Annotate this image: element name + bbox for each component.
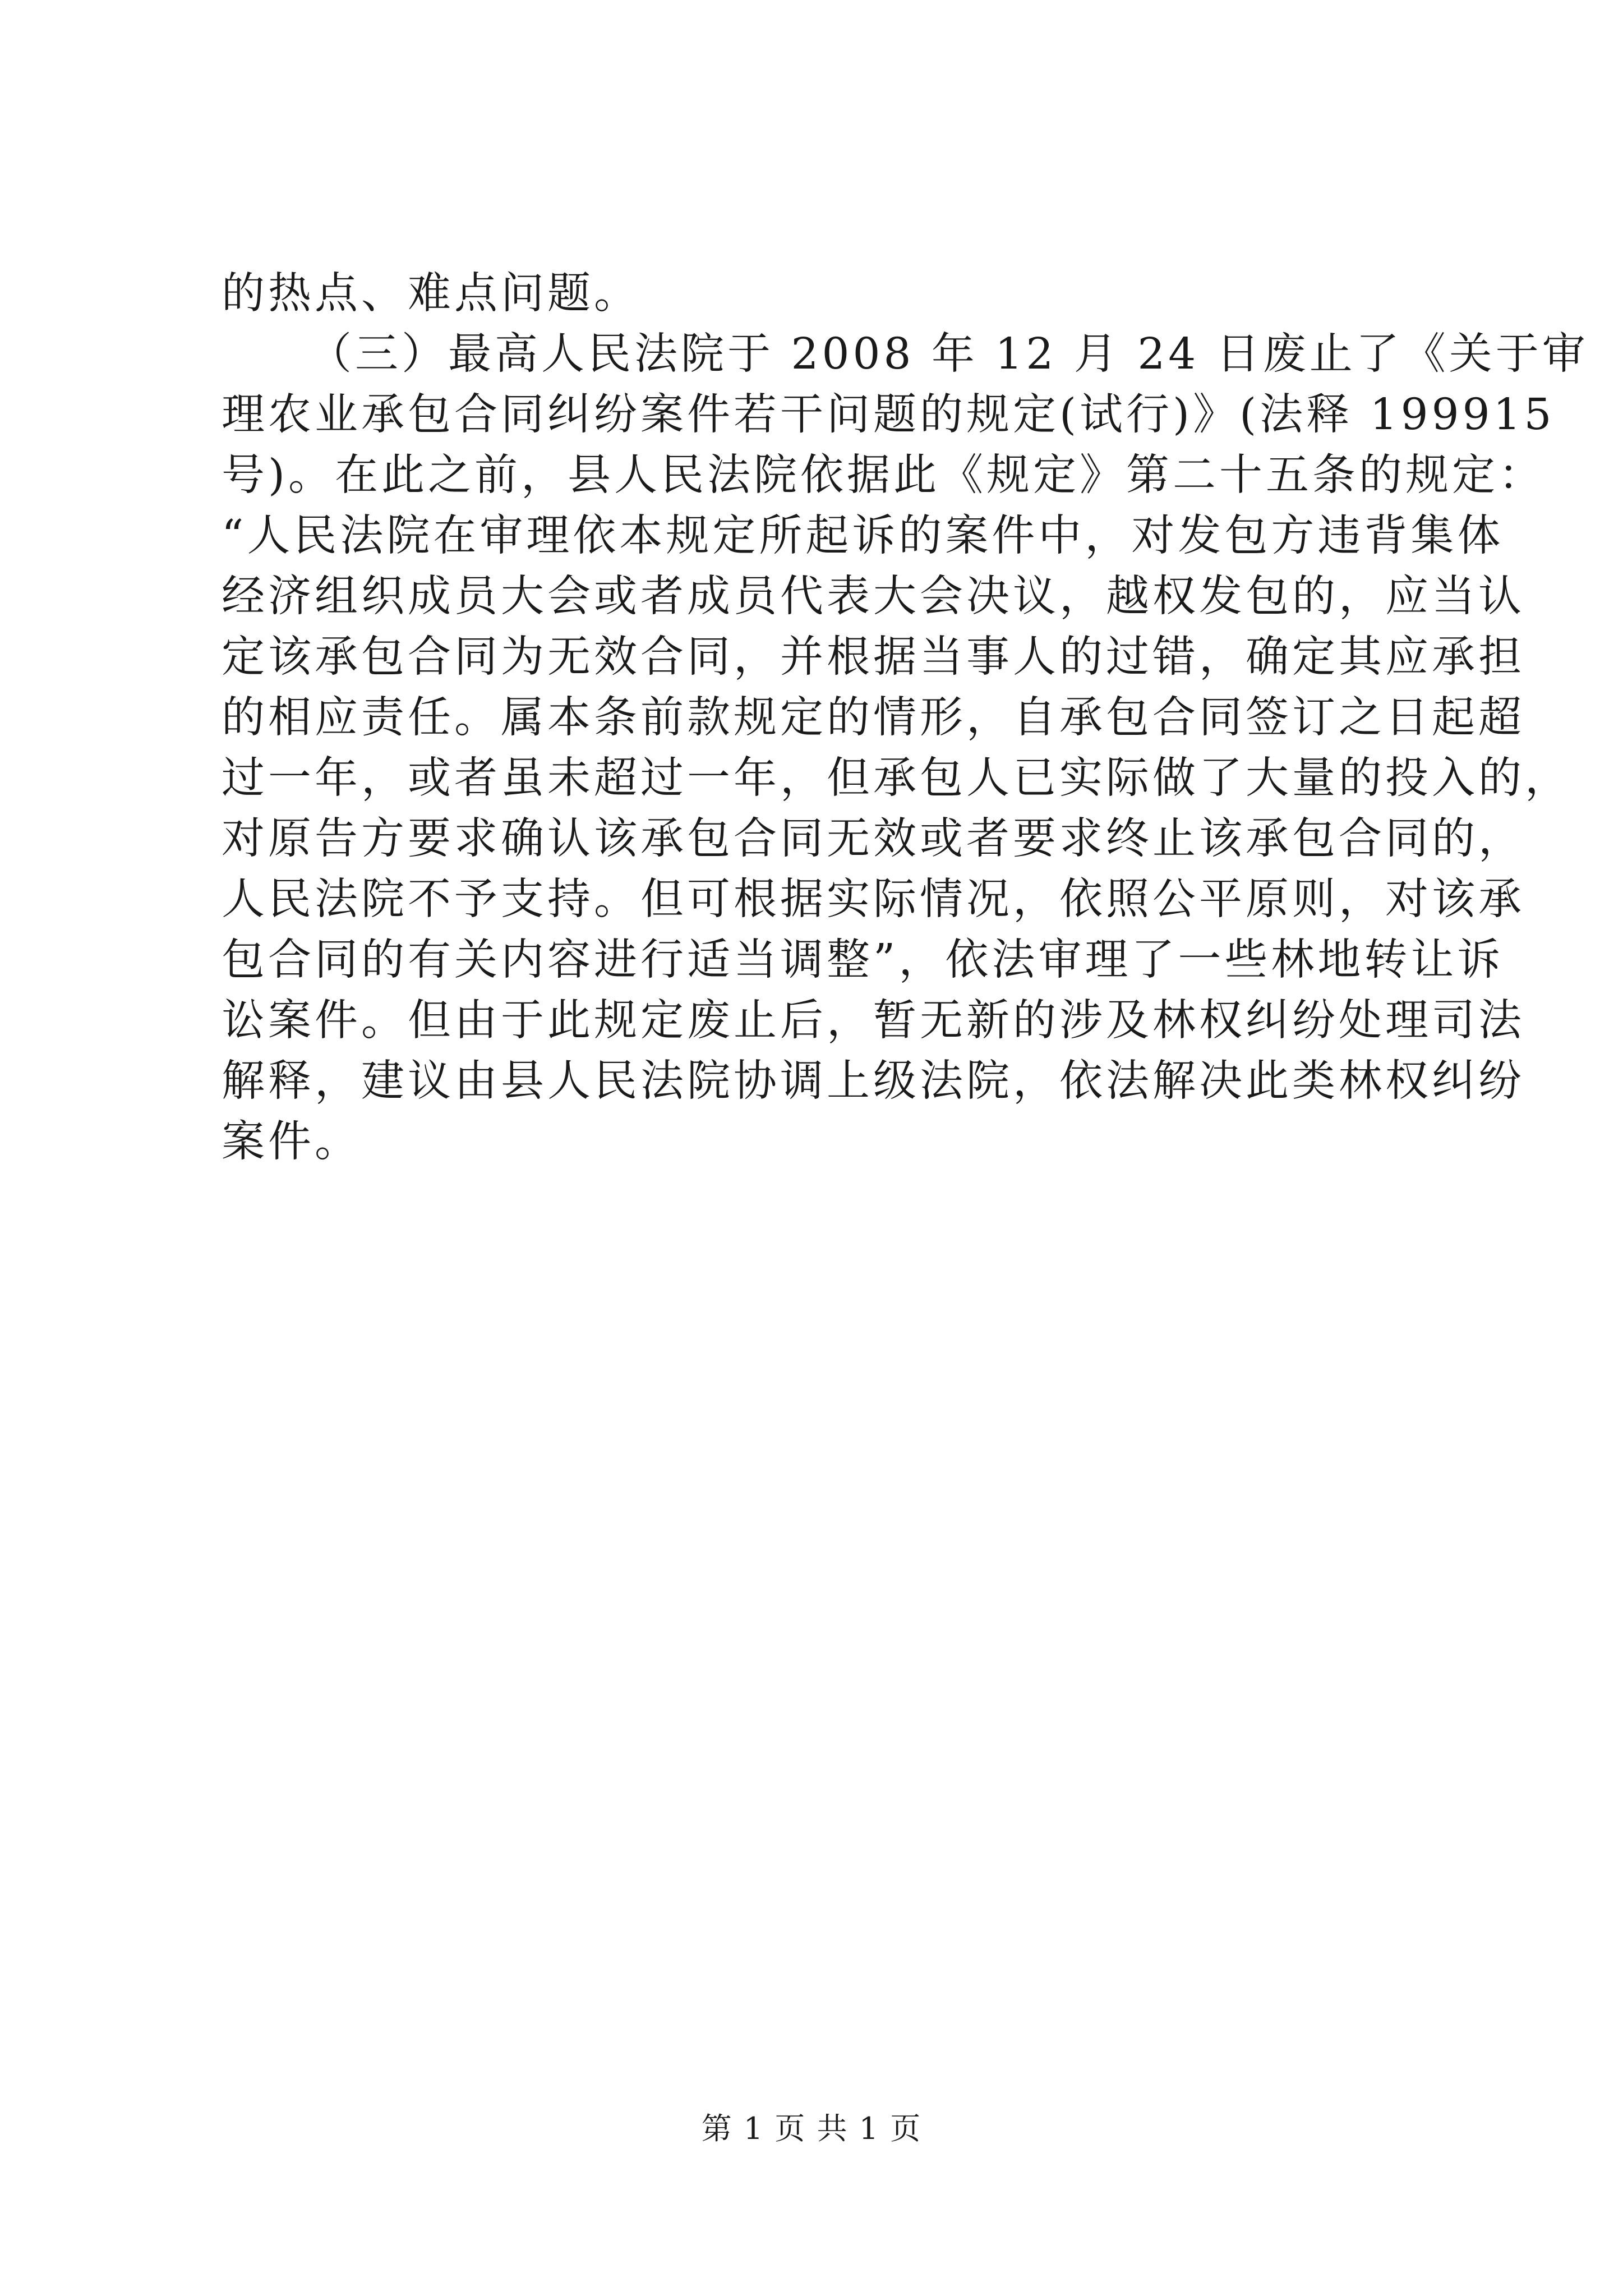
text-line: 定该承包合同为无效合同，并根据当事人的过错，确定其应承担 xyxy=(222,632,1525,682)
text-line: 理农业承包合同纠纷案件若干问题的规定(试行)》(法释 199915 xyxy=(222,390,1555,440)
text-line: 案件。 xyxy=(222,1117,361,1167)
text-line: 讼案件。但由于此规定废止后，暂无新的涉及林权纠纷处理司法 xyxy=(222,996,1525,1046)
text-line: 的相应责任。属本条前款规定的情形，自承包合同签订之日起超 xyxy=(222,693,1525,743)
text-line: 经济组织成员大会或者成员代表大会决议，越权发包的，应当认 xyxy=(222,572,1525,622)
text-line: 人民法院不予支持。但可根据实际情况，依照公平原则，对该承 xyxy=(222,875,1525,924)
body-text xyxy=(222,264,1589,1172)
text-line: （三）最高人民法院于 2008 年 12 月 24 日废止了《关于审 xyxy=(308,329,1589,379)
text-line: 包合同的有关内容进行适当调整”，依法审理了一些林地转让诉 xyxy=(222,935,1504,985)
page-footer: 第 1 页 共 1 页 xyxy=(701,2111,922,2146)
text-line: 过一年，或者虽未超过一年，但承包人已实际做了大量的投入的， xyxy=(222,753,1571,803)
text-line: “人民法院在审理依本规定所起诉的案件中，对发包方违背集体 xyxy=(222,511,1504,561)
text-line: 的热点、难点问题。 xyxy=(222,269,640,319)
text-line: 对原告方要求确认该承包合同无效或者要求终止该承包合同的， xyxy=(222,814,1525,864)
text-line: 解释，建议由县人民法院协调上级法院，依法解决此类林权纠纷 xyxy=(222,1056,1525,1106)
text-line: 号)。在此之前，县人民法院依据此《规定》第二十五条的规定： xyxy=(222,450,1546,500)
